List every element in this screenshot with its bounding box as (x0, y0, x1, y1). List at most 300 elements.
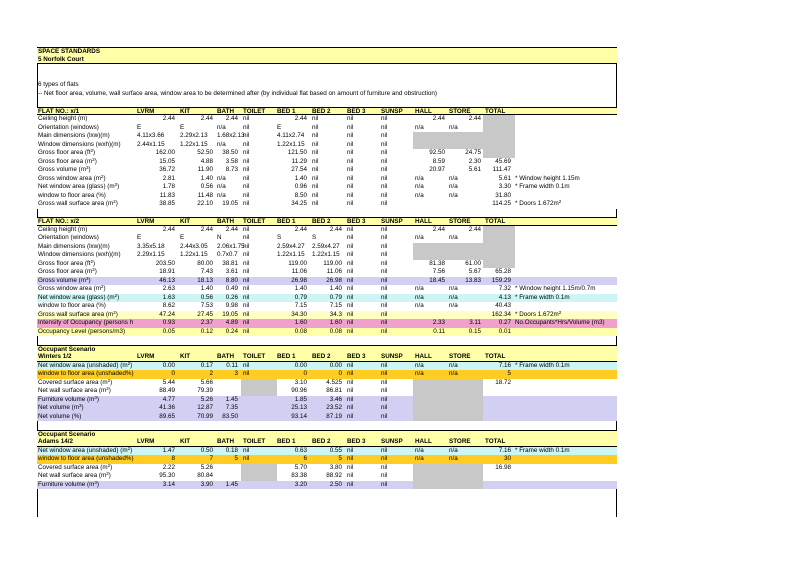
note-row (37, 90, 617, 99)
cell: BED 3 (347, 353, 366, 360)
cell: 5.26 (200, 463, 213, 471)
cell: 1.60 (329, 319, 342, 326)
cell: 5.61 (468, 166, 481, 173)
cell: nil (381, 404, 388, 411)
cell: nil (381, 115, 388, 122)
cell: SUNSP (381, 353, 403, 360)
cell: 1.45 (225, 480, 238, 488)
table-row (37, 302, 617, 311)
cell: BATH (217, 353, 235, 360)
cell: 11.83 (159, 191, 175, 199)
cell: nil (347, 166, 354, 173)
cell: nil (243, 302, 250, 309)
table-row (37, 192, 617, 201)
cell: 4.13 (498, 293, 511, 301)
cell: 18.13 (197, 276, 213, 284)
cell: 4.77 (162, 395, 175, 403)
table-row (37, 234, 617, 243)
cell: S (312, 234, 317, 241)
cell: 89.65 (159, 412, 175, 420)
cell: E (180, 123, 185, 131)
cell: 0.56 (200, 293, 213, 301)
row-label: Main dimensions (lxw)(m) (38, 132, 110, 139)
cell: n/a (449, 174, 458, 182)
cell: 5.61 (498, 174, 511, 182)
cell: 18.72 (495, 378, 511, 386)
cell: nil (243, 268, 250, 275)
cell: nil (381, 191, 388, 199)
cell: 46.13 (159, 276, 175, 284)
cell: 3.14 (162, 480, 175, 488)
cell: nil (381, 140, 388, 148)
cell: nil (312, 166, 319, 173)
cell: nil (312, 200, 319, 207)
cell: BED 1 (277, 353, 296, 360)
cell: 3.30 (498, 183, 511, 190)
cell: 1.22x1.15 (277, 140, 305, 148)
row-label: Covered surface area $(m^2)$ (38, 377, 113, 386)
cell: n/a (415, 183, 424, 190)
cell: 111.47 (492, 166, 511, 173)
cell: 1.22x1.15 (180, 140, 208, 148)
row-label: Gross wall surface area $(m^2)$ (38, 199, 118, 207)
row-note: No.Occupants*Hrs/Volume (m3) (515, 319, 605, 326)
cell: BED 1 (277, 107, 296, 115)
cell: 4.89 (225, 319, 238, 326)
row-label: Covered surface area $(m^2)$ (38, 462, 113, 471)
cell: 2.29x2.13 (180, 132, 208, 139)
cell: n/a (449, 370, 458, 377)
cell: 162.34 (491, 310, 511, 318)
cell: 80.00 (197, 259, 213, 267)
cell: nil (381, 183, 388, 190)
cell: 162.00 (155, 149, 175, 156)
cell: BED 2 (312, 353, 331, 360)
empty-cell-fill (241, 472, 277, 481)
cell: nil (312, 174, 319, 182)
cell: nil (347, 140, 354, 148)
cell: 12.87 (197, 404, 213, 411)
cell: 1.45 (225, 395, 238, 403)
cell: nil (381, 361, 388, 369)
cell: nil (243, 200, 250, 207)
empty-cell-fill (413, 132, 483, 141)
cell: 1.40 (329, 285, 342, 292)
cell: n/a (449, 123, 458, 131)
cell: E (180, 234, 185, 241)
cell: nil (312, 115, 319, 122)
subtitle-row (37, 56, 617, 65)
table-row (37, 132, 617, 141)
cell: 4.525 (326, 378, 342, 386)
cell: nil (381, 259, 388, 267)
table-row (37, 158, 617, 167)
cell: 0.79 (294, 293, 307, 301)
cell: HALL (415, 353, 432, 360)
cell: nil (347, 157, 354, 165)
spacer-row (37, 64, 617, 73)
table-row (37, 149, 617, 158)
cell: 41.36 (159, 404, 175, 411)
empty-cell-fill (241, 387, 277, 396)
cell: 2.44 (225, 225, 238, 233)
cell: 5.70 (294, 463, 307, 471)
cell: 22.10 (197, 200, 213, 207)
cell: 2.44 (162, 225, 175, 233)
cell: nil (381, 166, 388, 173)
cell: 81.38 (429, 259, 445, 267)
cell: n/a (449, 191, 458, 199)
cell: 1.40 (294, 174, 307, 182)
cell: 0.18 (225, 446, 238, 454)
cell: nil (243, 446, 250, 454)
row-note: * Frame width 0.1m (515, 293, 570, 301)
row-label: Gross wall surface area $(m^2)$ (38, 309, 118, 318)
table-row (37, 285, 617, 294)
cell: 3.11 (469, 319, 481, 326)
total-column-fill (483, 226, 515, 235)
cell: n/a (449, 234, 458, 241)
cell: 4.11x3.66 (137, 132, 165, 139)
sheet-subtitle: 5 Norfolk Court (38, 55, 84, 63)
cell: BED 3 (347, 107, 366, 115)
row-note: * Window height 1.15m (515, 174, 580, 182)
cell: TOTAL (485, 438, 506, 445)
cell: 7.16 (498, 446, 511, 454)
cell: nil (347, 174, 354, 182)
cell: 8.50 (294, 191, 307, 199)
cell: SUNSP (381, 107, 403, 115)
cell: 1.22x1.15 (277, 251, 305, 258)
cell: 88.49 (159, 387, 175, 394)
cell: 83.38 (291, 472, 307, 479)
cell: STORE (449, 218, 471, 225)
spacer-row (37, 73, 617, 82)
sections-container (37, 98, 617, 489)
cell: nil (243, 174, 250, 182)
cell: 2.63 (162, 285, 175, 292)
cell: nil (347, 310, 354, 318)
cell: 0.01 (498, 327, 511, 335)
cell: 2.22 (162, 463, 175, 471)
row-label: Net window area (glass) $(m^2)$ (38, 292, 120, 301)
cell: 1.78 (162, 183, 175, 190)
cell: HALL (415, 438, 432, 445)
table-row (37, 328, 617, 337)
cell: 38.85 (159, 200, 175, 207)
title-row (37, 47, 617, 56)
cell: 13.83 (465, 276, 481, 284)
row-label: Orientation (windows) (38, 123, 99, 131)
cell: 2.44 (162, 115, 175, 122)
cell: nil (347, 293, 354, 301)
row-label: Net window area (unshaded) $(m^2)$ (38, 445, 133, 454)
cell: 11.29 (291, 157, 307, 165)
cell: nil (381, 200, 388, 207)
row-label: Net window area (glass) $(m^2)$ (38, 182, 120, 190)
row-label: Net wall surface area $(m^2)$ (38, 386, 111, 394)
cell: 70.99 (197, 412, 213, 420)
cell: nil (243, 191, 250, 199)
cell: BED 2 (312, 438, 331, 445)
section-title-row (37, 430, 617, 439)
row-label: Net window area (unshaded) $(m^2)$ (38, 360, 133, 369)
cell: BED 2 (312, 107, 331, 115)
cell: n/a (449, 455, 458, 462)
cell: nil (243, 242, 250, 250)
cell: BATH (217, 107, 235, 115)
cell: 0.7x0.7 (217, 251, 238, 258)
cell: nil (347, 480, 354, 488)
cell: nil (381, 149, 388, 156)
cell: 119.00 (288, 259, 307, 267)
table-row (37, 379, 617, 388)
total-column-fill (483, 260, 515, 269)
table-row (37, 243, 617, 252)
cell: STORE (449, 353, 471, 360)
cell: S (277, 234, 282, 241)
row-label: window to floor area (%) (38, 302, 106, 309)
cell: 36.72 (159, 166, 175, 173)
cell: nil (243, 123, 250, 131)
cell: 0.50 (200, 446, 213, 454)
cell: 2.44 (200, 115, 213, 122)
note-net-area: -- Net floor area, volume, wall surface area, window area to be determined after (by individual flat based on amount of furniture and obstruction) (38, 89, 438, 97)
row-label: Ceiling height (m) (38, 225, 88, 233)
cell: nil (347, 225, 354, 233)
section-header-row (37, 217, 617, 226)
cell: 2.59x4.27 (312, 242, 340, 250)
table-row (37, 370, 617, 379)
cell: nil (381, 276, 388, 284)
row-label: Window dimensions (wxh)(m) (38, 251, 121, 258)
table-row (37, 464, 617, 473)
table-row (37, 200, 617, 209)
cell: LVRM (137, 107, 155, 115)
row-note: * Frame width 0.1m (515, 361, 570, 369)
cell: 2.50 (329, 480, 342, 488)
cell: E (137, 234, 142, 241)
cell: 0.93 (162, 319, 175, 326)
cell: 11.06 (291, 268, 307, 275)
cell: 0.63 (294, 446, 307, 454)
table-row (37, 447, 617, 456)
cell: nil (381, 242, 388, 250)
row-label: Adams 14/2 (38, 438, 74, 445)
cell: n/a (217, 183, 226, 190)
cell: n/a (415, 234, 424, 241)
cell: 7.15 (294, 302, 307, 309)
cell: 2.44 (432, 225, 445, 233)
cell: 1.63 (162, 293, 175, 301)
cell: nil (347, 395, 354, 403)
row-label: Gross floor area $(m^2)$ (38, 156, 97, 165)
table-row (37, 396, 617, 405)
cell: nil (347, 446, 354, 454)
table-row (37, 472, 617, 481)
cell: 45.69 (495, 157, 511, 165)
cell: 30 (503, 455, 511, 462)
cell: nil (381, 234, 388, 241)
cell: SUNSP (381, 438, 403, 445)
note-flat-types: 6 types of flats (38, 81, 79, 88)
cell: 8.73 (225, 166, 238, 173)
cell: 5.44 (162, 378, 175, 386)
cell: 2.44x1.15 (137, 140, 165, 148)
row-label: Intensity of Occupancy (persons h (38, 319, 134, 326)
row-label: Occupant Scenario (38, 345, 96, 353)
cell: n/a (415, 191, 424, 199)
cell: nil (312, 183, 319, 190)
empty-cell-fill (413, 464, 483, 473)
cell: 5.66 (200, 378, 213, 386)
cell: nil (381, 370, 388, 377)
cell: nil (243, 370, 250, 377)
cell: nil (347, 327, 354, 335)
row-note: * Frame width 0.1m (515, 183, 570, 190)
cell: BED 1 (277, 218, 296, 225)
cell: 26.98 (291, 276, 307, 284)
cell: 3.10 (294, 378, 307, 386)
table-row (37, 277, 617, 286)
cell: 90.96 (291, 387, 307, 394)
cell: BED 2 (312, 218, 331, 225)
cell: 16.98 (495, 463, 511, 471)
cell: BED 3 (347, 438, 366, 445)
cell: 87.19 (326, 412, 342, 420)
cell: 114.25 (492, 200, 511, 207)
cell: 3.80 (329, 463, 342, 471)
cell: 19.05 (222, 310, 238, 318)
row-label: window to floor area (unshaded%) (38, 455, 134, 462)
row-label: Occupancy Level (persons/m3) (38, 327, 126, 335)
cell: 1.68x2.13 (217, 132, 245, 139)
cell: nil (347, 404, 354, 411)
cell: BATH (217, 218, 235, 225)
table-row (37, 481, 617, 490)
row-label: Orientation (windows) (38, 234, 99, 241)
cell: LVRM (137, 438, 155, 445)
cell: 65.28 (495, 268, 511, 275)
section-header-row (37, 438, 617, 447)
cell: 23.52 (326, 404, 342, 411)
cell: KIT (180, 438, 191, 445)
cell: nil (381, 310, 388, 318)
empty-cell-fill (413, 243, 483, 252)
cell: 2.44 (468, 115, 481, 122)
row-label: Occupant Scenario (38, 430, 96, 438)
cell: n/a (449, 361, 458, 369)
cell: 1.47 (162, 446, 175, 454)
cell: nil (381, 293, 388, 301)
total-column-fill (483, 141, 515, 150)
cell: nil (312, 149, 319, 156)
cell: nil (381, 472, 388, 479)
cell: 18.91 (159, 268, 175, 275)
cell: nil (381, 446, 388, 454)
cell: 2.33 (432, 319, 445, 326)
cell: 0.12 (200, 327, 213, 335)
cell: nil (381, 285, 388, 292)
table-row (37, 115, 617, 124)
cell: 20.97 (429, 166, 445, 173)
cell: 0.17 (200, 361, 213, 369)
table-row (37, 226, 617, 235)
cell: nil (347, 234, 354, 241)
cell: nil (381, 157, 388, 165)
table-row (37, 404, 617, 413)
table-row (37, 251, 617, 260)
row-label: Gross floor area $(ft^2)$ (38, 258, 96, 267)
cell: 47.24 (159, 310, 175, 318)
cell: nil (312, 132, 319, 139)
total-column-fill (483, 149, 515, 158)
cell: 11.48 (197, 191, 213, 199)
cell: STORE (449, 107, 471, 115)
cell: 8.62 (162, 302, 175, 309)
cell: nil (381, 268, 388, 275)
empty-cell-fill (413, 251, 483, 260)
cell: 0.00 (329, 361, 342, 369)
table-row (37, 311, 617, 320)
cell: 2.44 (225, 115, 238, 122)
cell: 0.00 (162, 361, 175, 369)
cell: HALL (415, 107, 432, 115)
cell: 5 (507, 370, 511, 377)
cell: n/a (415, 455, 424, 462)
cell: STORE (449, 438, 471, 445)
cell: 3.90 (200, 480, 213, 488)
row-label: Gross window area $(m^2)$ (38, 173, 106, 182)
cell: nil (347, 251, 354, 258)
table-row (37, 268, 617, 277)
table-row (37, 387, 617, 396)
table-row (37, 124, 617, 133)
row-label: window to floor area (%) (38, 191, 106, 199)
cell: 0.15 (468, 327, 481, 335)
cell: 3.35x5.18 (137, 242, 165, 250)
cell: nil (381, 327, 388, 335)
row-label: Ceiling height (m) (38, 115, 88, 122)
cell: 0.00 (294, 361, 307, 369)
cell: n/a (415, 302, 424, 309)
empty-cell-fill (413, 396, 483, 405)
row-label: Gross floor area $(m^2)$ (38, 267, 97, 275)
total-column-fill (483, 132, 515, 141)
cell: 3.46 (329, 395, 342, 403)
cell: 34.25 (291, 200, 307, 207)
table-row (37, 183, 617, 192)
cell: nil (381, 378, 388, 386)
cell: 3.58 (225, 157, 238, 165)
cell: 86.81 (326, 387, 342, 394)
cell: nil (243, 149, 250, 156)
table-row (37, 413, 617, 422)
row-label: Main dimensions (lxw)(m) (38, 242, 110, 250)
table-row (37, 141, 617, 150)
cell: 5 (234, 455, 238, 462)
cell: 7.56 (432, 268, 445, 275)
cell: 38.81 (222, 259, 238, 267)
cell: n/a (449, 183, 458, 190)
cell: nil (347, 412, 354, 420)
cell: nil (243, 183, 250, 190)
cell: E (277, 123, 282, 131)
cell: nil (381, 319, 388, 326)
cell: nil (347, 183, 354, 190)
cell: n/a (415, 446, 424, 454)
cell: nil (347, 268, 354, 275)
